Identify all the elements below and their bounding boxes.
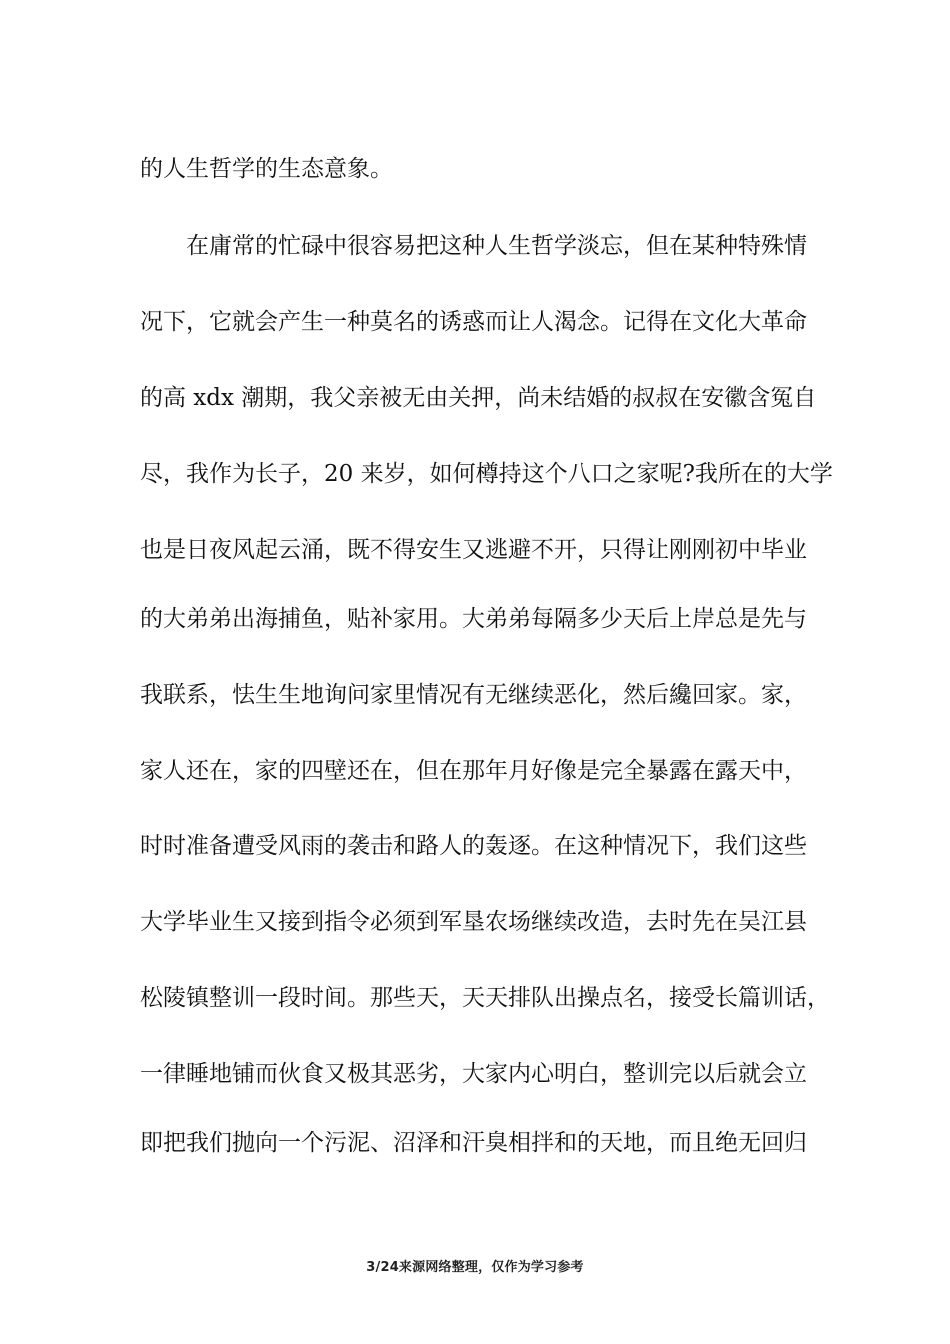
text-line: 一律睡地铺而伙食又极其恶劣，大家内心明白，整训完以后就会立 <box>140 1061 807 1087</box>
text-line: 的高 xdx 潮期，我父亲被无由关押，尚未结婚的叔叔在安徽含冤自 <box>140 385 817 411</box>
text-line: 尽，我作为长子，20 来岁，如何樽持这个八口之家呢?我所在的大学 <box>140 461 833 487</box>
text-line: 松陵镇整训一段时间。那些天，天天排队出操点名，接受长篇训话， <box>140 985 830 1011</box>
text-line: 的人生哲学的生态意象。 <box>140 156 393 182</box>
page-footer: 3/24来源网络整理，仅作为学习参考 <box>366 1260 584 1275</box>
paragraph-first-line: 在庸常的忙碌中很容易把这种人生哲学淡忘，但在某种特殊情 <box>186 233 807 259</box>
text-line: 时时准备遭受风雨的袭击和路人的轰逐。在这种情况下，我们这些 <box>140 833 807 859</box>
text-line: 我联系，怯生生地询问家里情况有无继续恶化，然后纔回家。家， <box>140 682 807 708</box>
text-line: 家人还在，家的四壁还在，但在那年月好像是完全暴露在露天中， <box>140 758 807 784</box>
text-line: 的大弟弟出海捕鱼，贴补家用。大弟弟每隔多少天后上岸总是先与 <box>140 606 807 632</box>
text-line: 大学毕业生又接到指令必须到军垦农场继续改造，去时先在吴江县 <box>140 909 807 935</box>
text-line: 即把我们抛向一个污泥、沼泽和汗臭相拌和的天地，而且绝无回归 <box>140 1130 807 1156</box>
text-line: 也是日夜风起云涌，既不得安生又逃避不开，只得让刚刚初中毕业 <box>140 537 807 563</box>
text-line: 况下，它就会产生一种莫名的诱惑而让人渴念。记得在文化大革命 <box>140 309 807 335</box>
